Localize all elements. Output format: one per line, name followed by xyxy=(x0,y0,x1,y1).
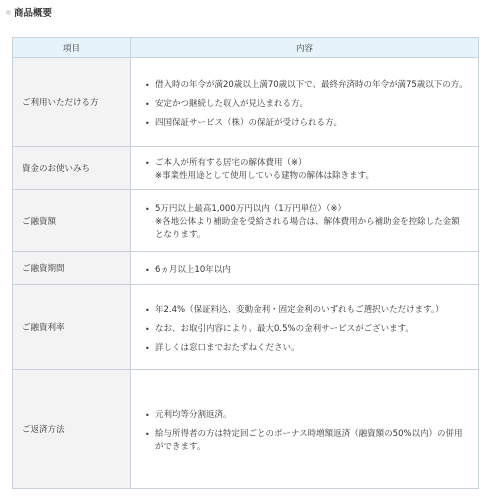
list-item xyxy=(145,157,468,183)
row-content xyxy=(131,58,478,147)
list-item xyxy=(145,304,468,317)
list-item-main-text: 5万円以上最高1,000万円以内（1万円単位）（※） xyxy=(155,204,347,214)
row-item-label: 資金のお使いみち xyxy=(13,147,131,190)
row-content xyxy=(131,147,478,190)
list-item-text xyxy=(155,203,468,242)
list-item-main-text: 元利均等分割返済。 xyxy=(155,409,232,420)
bullet-icon: • xyxy=(145,343,150,353)
section-heading xyxy=(6,4,476,20)
list-item-text xyxy=(155,98,468,111)
bullet-icon: • xyxy=(145,265,150,275)
list-item-main-text: 安定かつ継続した収入が見込まれる方。 xyxy=(155,98,309,109)
bullet-icon: • xyxy=(145,159,150,168)
list-item-main-text: ご本人が所有する居宅の解体費用（※） xyxy=(155,158,307,168)
row-content xyxy=(131,252,478,285)
bullet-icon: • xyxy=(145,305,150,315)
row-content xyxy=(131,190,478,252)
list-item xyxy=(145,79,468,92)
bullet-icon: • xyxy=(145,118,150,128)
row-item-label: ご融資利率 xyxy=(13,285,131,370)
list-item-text xyxy=(155,157,468,183)
list-item xyxy=(145,264,468,277)
list-item-main-text: 詳しくは窓口までおたずねください。 xyxy=(155,342,300,353)
list-item-text xyxy=(155,428,468,454)
column-header-content: 内容 xyxy=(131,38,478,58)
bullet-icon: • xyxy=(145,410,150,420)
column-header-item: 項目 xyxy=(13,38,131,58)
list-item xyxy=(145,409,468,422)
list-item-text xyxy=(155,117,468,130)
row-item-label: ご返済方法 xyxy=(13,370,131,488)
list-item-main-text: 給与所得者の方は特定回ごとのボーナス時増額返済（融資額の50%以内）の併用ができます。 xyxy=(155,428,463,452)
list-item xyxy=(145,98,468,111)
bullet-icon: • xyxy=(145,205,150,214)
bullet-icon: • xyxy=(145,324,150,334)
list-item xyxy=(145,117,468,130)
list-item-text xyxy=(155,264,468,277)
list-item-main-text: 借入時の年令が満20歳以上満70歳以下で、最終弁済時の年令が満75歳以下の方。 xyxy=(155,79,468,90)
list-item-text xyxy=(155,323,468,336)
bullet-icon: • xyxy=(145,80,150,90)
bullet-icon: • xyxy=(145,99,150,109)
list-item-note: ※各地公体より補助金を受給される場合は、解体費用から補助金を控除した金額となります。 xyxy=(155,217,460,240)
list-item-main-text: なお、お取引内容により、最大0.5%の金利サービスがございます。 xyxy=(155,323,414,334)
row-item-label: ご利用いただける方 xyxy=(13,58,131,147)
row-content xyxy=(131,370,478,488)
product-overview-table xyxy=(12,37,479,489)
row-item-label: ご融資額 xyxy=(13,190,131,252)
list-item-text xyxy=(155,342,468,355)
heading-marker-icon xyxy=(6,10,11,15)
list-item xyxy=(145,428,468,454)
bullet-icon: • xyxy=(145,429,150,439)
list-item-text xyxy=(155,79,468,92)
list-item-note: ※事業性用途として使用している建物の解体は除きます。 xyxy=(155,171,374,181)
row-item-label: ご融資期間 xyxy=(13,252,131,285)
list-item-main-text: 四国保証サービス（株）の保証が受けられる方。 xyxy=(155,117,343,128)
section-title: 商品概要 xyxy=(14,8,53,19)
list-item xyxy=(145,203,468,242)
list-item-text xyxy=(155,409,468,422)
list-item-main-text: 年2.4%（保証料込、変動金利・固定金利のいずれもご選択いただけます。） xyxy=(155,304,444,315)
list-item xyxy=(145,323,468,336)
list-item-main-text: 6ヵ月以上10年以内 xyxy=(155,264,231,275)
list-item-text xyxy=(155,304,468,317)
row-content xyxy=(131,285,478,370)
list-item xyxy=(145,342,468,355)
